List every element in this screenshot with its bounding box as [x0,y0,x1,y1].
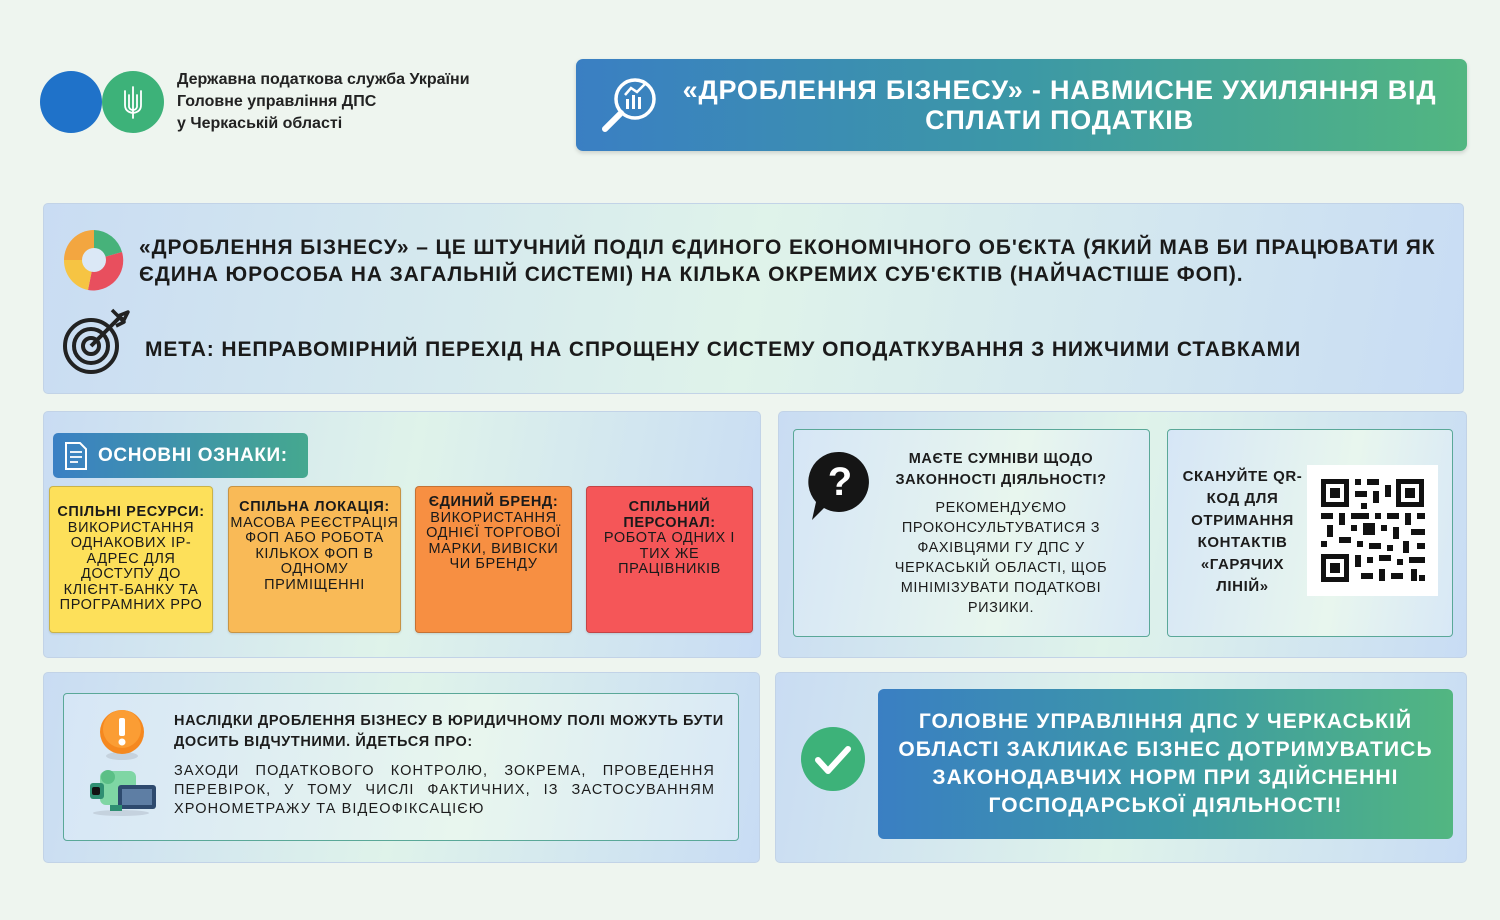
analytics-search-icon [598,73,662,137]
call-to-action-text: ГОЛОВНЕ УПРАВЛІННЯ ДПС У ЧЕРКАСЬКІЙ ОБЛАСТІ ЗАКЛИКАЄ БІЗНЕС ДОТРИМУВАТИСЬ ЗАКОНОДАВЧИХ НОРМ ПРИ ЗДІЙСНЕННІ ГОСПОДАРСЬКОЇ ДІЯЛЬНОСТІ! [878,689,1453,839]
org-line-2: Головне управління ДПС [177,93,377,110]
warning-icon [97,709,147,761]
title-banner [576,59,1467,151]
definition-body: – ЦЕ ШТУЧНИЙ ПОДІЛ ЄДИНОГО ЕКОНОМІЧНОГО ОБ'ЄКТА (ЯКИЙ МАВ БИ ПРАЦЮВАТИ ЯК ЄДИНА ЮРОСОБА НА ЗАГАЛЬНІЙ СИСТЕМІ) НА КІЛЬКА ОКРЕМИХ СУБ'ЄКТІВ (НАЙЧАСТІШЕ ФОП). [139,236,1436,286]
qr-instructions: СКАНУЙТЕ QR-КОД ДЛЯ ОТРИМАННЯ КОНТАКТІВ «ГАРЯЧИХ ЛІНІЙ» [1182,468,1303,595]
qr-code-icon [1307,465,1438,596]
consult-advice: РЕКОМЕНДУЄМО ПРОКОНСУЛЬТУВАТИСЯ З ФАХІВЦЯМИ ГУ ДПС У ЧЕРКАСЬКІЙ ОБЛАСТІ, ЩОБ МІНІМІЗУВАТИ ПОДАТКОВІ РИЗИКИ. [894,500,1108,616]
org-line-1: Державна податкова служба України [177,71,470,88]
organization-name [177,69,470,135]
target-icon [60,304,130,374]
sign-card-single-brand [415,486,572,633]
sign-card-text: РОБОТА ОДНИХ І ТИХ ЖЕ ПРАЦІВНИКІВ [603,530,736,577]
document-icon [63,441,89,471]
consult-question: МАЄТЕ СУМНІВИ ЩОДО ЗАКОННОСТІ ДІЯЛЬНОСТІ? [895,451,1107,488]
sign-card-shared-staff [586,486,753,633]
definition-text [139,234,1439,288]
question-icon [808,450,872,522]
signs-tab [53,433,308,478]
trident-icon [122,85,144,119]
dps-logo-blue-circle [40,71,102,133]
qr-code[interactable] [1307,465,1438,596]
signs-tab-label: ОСНОВНІ ОЗНАКИ: [98,444,288,466]
consequences-body: ЗАХОДИ ПОДАТКОВОГО КОНТРОЛЮ, ЗОКРЕМА, ПРОВЕДЕННЯ ПЕРЕВІРОК, У ТОМУ ЧИСЛІ ФАКТИЧНИХ, ІЗ ЗАСТОСУВАННЯМ ХРОНОМЕТРАЖУ ТА ВІДЕОФІКСАЦІЄЮ [174,763,715,817]
sign-card-shared-location [228,486,401,633]
video-camera-icon [88,765,158,817]
sign-card-title: ЄДИНИЙ БРЕНД: [428,494,559,510]
definition-term: «ДРОБЛЕННЯ БІЗНЕСУ» [139,236,410,259]
pie-chart-icon [62,228,126,292]
definition-panel [43,203,1464,394]
consequences-heading: НАСЛІДКИ ДРОБЛЕННЯ БІЗНЕСУ В ЮРИДИЧНОМУ ПОЛІ МОЖУТЬ БУТИ ДОСИТЬ ВІДЧУТНИМИ. ЙДЕТЬСЯ ПРО: [174,713,724,750]
page-title: «ДРОБЛЕННЯ БІЗНЕСУ» - НАВМИСНЕ УХИЛЯННЯ ВІД СПЛАТИ ПОДАТКІВ [682,75,1437,135]
sign-card-title: СПІЛЬНА ЛОКАЦІЯ: [239,499,390,515]
sign-card-shared-resources [49,486,213,633]
svg-text:?: ? [827,460,853,504]
dps-logo-green-circle [102,71,164,133]
org-line-3: у Черкаській області [177,115,343,132]
goal-text: МЕТА: НЕПРАВОМІРНИЙ ПЕРЕХІД НА СПРОЩЕНУ СИСТЕМУ ОПОДАТКУВАННЯ З НИЖЧИМИ СТАВКАМИ [145,338,1302,361]
sign-card-text: ВИКОРИСТАННЯ ОДНАКОВИХ IP-АДРЕС ДЛЯ ДОСТУПУ ДО КЛІЄНТ-БАНКУ ТА ПРОГРАМНИХ РРО [59,519,203,613]
sign-card-text: ВИКОРИСТАННЯ ОДНІЄЇ ТОРГОВОЇ МАРКИ, ВИВІСКИ ЧИ БРЕНДУ [426,509,561,572]
sign-card-title: СПІЛЬНІ РЕСУРСИ: [57,504,205,520]
check-icon [800,726,866,792]
sign-card-text: МАСОВА РЕЄСТРАЦІЯ ФОП АБО РОБОТА КІЛЬКОХ ФОП В ОДНОМУ ПРИМІЩЕННІ [230,514,399,593]
sign-card-title: СПІЛЬНИЙ ПЕРСОНАЛ: [623,499,716,531]
